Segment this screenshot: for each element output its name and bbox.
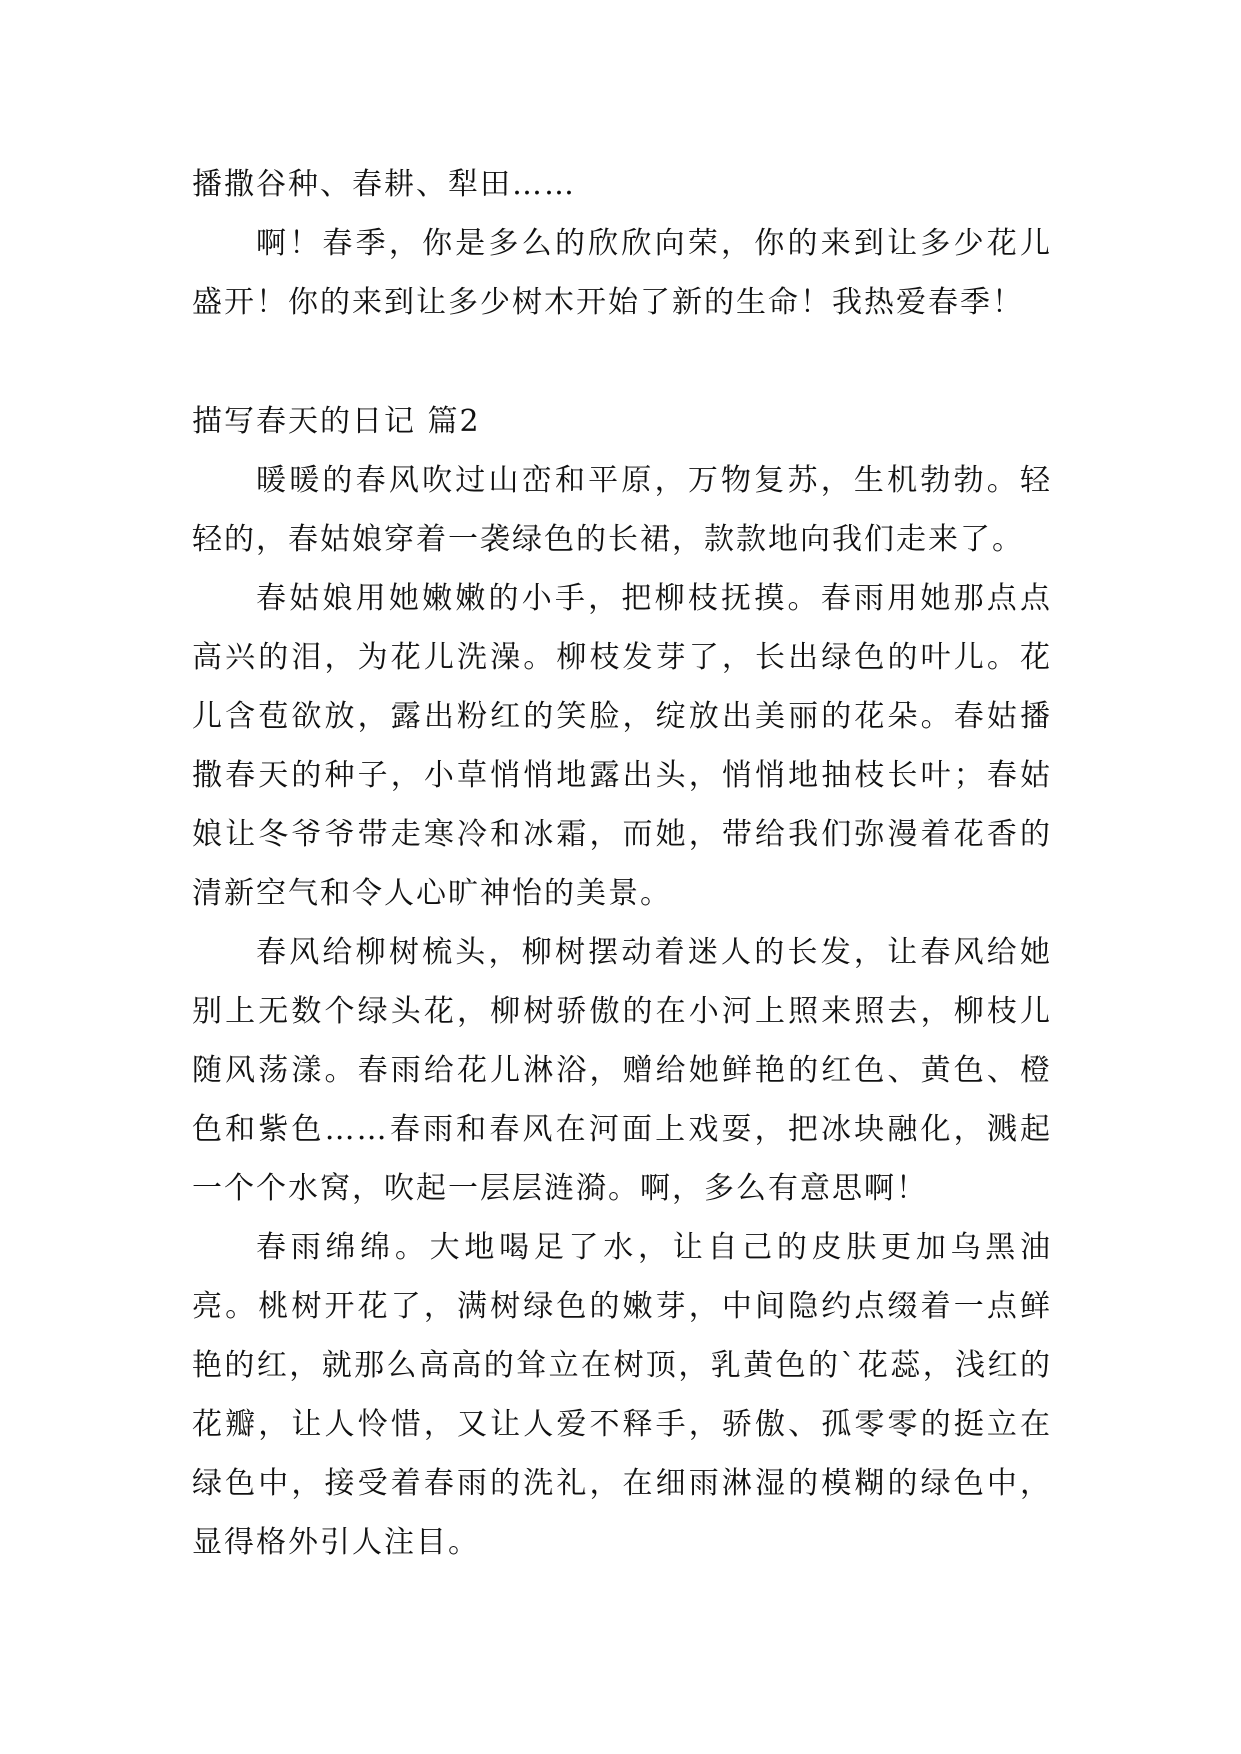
section-title: 描写春天的日记 篇2 (192, 404, 481, 439)
top-text-block (192, 155, 1052, 332)
paragraph: 春姑娘用她嫩嫩的小手，把柳枝抚摸。春雨用她那点点高兴的泪，为花儿洗澡。柳枝发芽了，长出绿色的叶儿。花儿含苞欲放，露出粉红的笑脸，绽放出美丽的花朵。春姑播撒春天的种子，小草悄悄地露出头，悄悄地抽枝长叶；春姑娘让冬爷爷带走寒冷和冰霜，而她，带给我们弥漫着花香的清新空气和令人心旷神怡的美景。 (192, 581, 1052, 911)
paragraph: 春雨绵绵。大地喝足了水，让自己的皮肤更加乌黑油亮。桃树开花了，满树绿色的嫩芽，中间隐约点缀着一点鲜艳的红，就那么高高的耸立在树顶，乳黄色的`花蕊，浅红的花瓣，让人怜惜，又让人爱不释手，骄傲、孤零零的挺立在绿色中，接受着春雨的洗礼，在细雨淋湿的模糊的绿色中，显得格外引人注目。 (192, 1230, 1052, 1560)
main-text-block (192, 451, 1052, 1572)
top-paragraph: 啊！春季，你是多么的欣欣向荣，你的来到让多少花儿盛开！你的来到让多少树木开始了新的生命！我热爱春季！ (192, 226, 1052, 320)
top-fragment: 播撒谷种、春耕、犁田…… (192, 167, 576, 202)
paragraph: 暖暖的春风吹过山峦和平原，万物复苏，生机勃勃。轻轻的，春姑娘穿着一袭绿色的长裙，款款地向我们走来了。 (192, 463, 1052, 557)
paragraph: 春风给柳树梳头，柳树摆动着迷人的长发，让春风给她别上无数个绿头花，柳树骄傲的在小河上照来照去，柳枝儿随风荡漾。春雨给花儿淋浴，赠给她鲜艳的红色、黄色、橙色和紫色……春雨和春风在河面上戏耍，把冰块融化，溅起一个个水窝，吹起一层层涟漪。啊，多么有意思啊！ (192, 935, 1052, 1206)
